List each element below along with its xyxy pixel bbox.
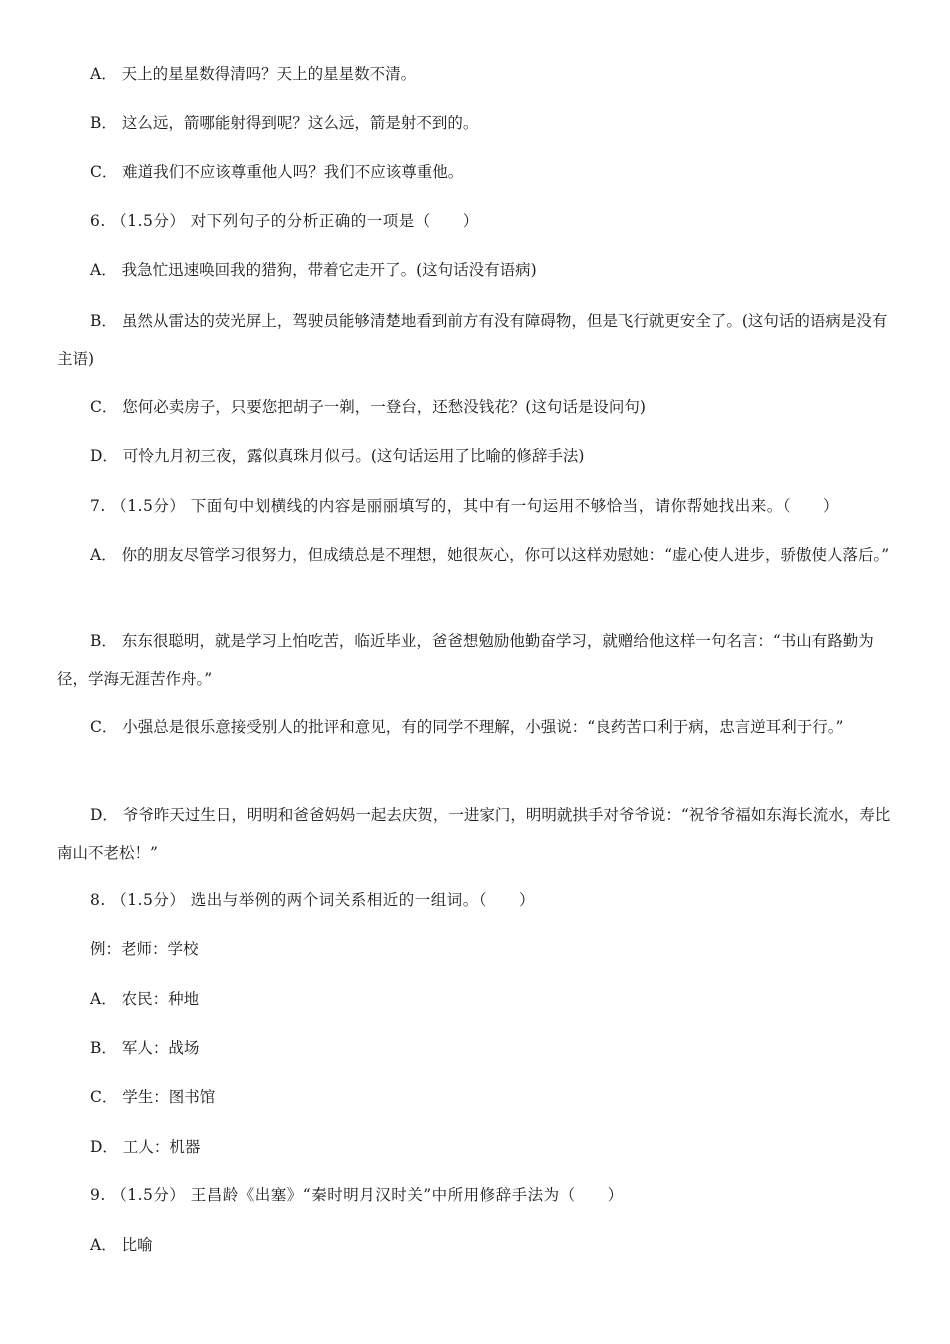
q8-option-a: A． 农民：种地 — [90, 990, 200, 1008]
q8-stem: 8. （1.5分） 选出与举例的两个词关系相近的一组词。（ ） — [90, 891, 536, 909]
q6-option-d: D． 可怜九月初三夜，露似真珠月似弓。(这句话运用了比喻的修辞手法) — [90, 447, 585, 465]
q7-option-d: D． 爷爷昨天过生日，明明和爸爸妈妈一起去庆贺，一进家门，明明就拱手对爷爷说：“祝爷爷福如东海长流水，寿比南山不老松！” — [57, 806, 891, 862]
q6-stem: 6. （1.5分） 对下列句子的分析正确的一项是（ ） — [90, 212, 479, 230]
q8-option-b: B． 军人：战场 — [90, 1039, 200, 1057]
q9-option-a: A． 比喻 — [90, 1236, 153, 1254]
q5-option-b: B． 这么远，箭哪能射得到呢？这么远，箭是射不到的。 — [90, 114, 479, 132]
q6-option-a: A． 我急忙迅速唤回我的猎狗，带着它走开了。(这句话没有语病) — [90, 261, 537, 279]
q6-option-b: B． 虽然从雷达的荧光屏上，驾驶员能够清楚地看到前方有没有障碍物，但是飞行就更安全了。(这句话的语病是没有主语) — [57, 312, 888, 368]
q6-option-c: C． 您何必卖房子，只要您把胡子一剃，一登台，还愁没钱花？(这句话是设问句) — [90, 398, 646, 416]
q5-option-a: A． 天上的星星数得清吗？天上的星星数不清。 — [90, 65, 417, 83]
q8-example: 例：老师：学校 — [90, 940, 199, 958]
q8-option-c: C． 学生：图书馆 — [90, 1088, 216, 1106]
q9-stem: 9. （1.5分） 王昌龄《出塞》“秦时明月汉时关”中所用修辞手法为（ ） — [90, 1186, 624, 1204]
q7-option-a: A． 你的朋友尽管学习很努力，但成绩总是不理想，她很灰心，你可以这样劝慰她：“虚心使人进步，骄傲使人落后。” — [90, 546, 890, 564]
q8-option-d: D． 工人：机器 — [90, 1138, 201, 1156]
q7-option-b: B． 东东很聪明，就是学习上怕吃苦，临近毕业，爸爸想勉励他勤奋学习，就赠给他这样一句名言：“书山有路勤为径，学海无涯苦作舟。” — [57, 632, 874, 688]
q5-option-c: C． 难道我们不应该尊重他人吗？我们不应该尊重他。 — [90, 163, 464, 181]
q7-option-c: C． 小强总是很乐意接受别人的批评和意见，有的同学不理解，小强说：“良药苦口利于病，忠言逆耳利于行。” — [90, 718, 844, 736]
q7-stem: 7. （1.5分） 下面句中划横线的内容是丽丽填写的，其中有一句运用不够恰当，请你帮她找出来。（ ） — [90, 497, 840, 515]
